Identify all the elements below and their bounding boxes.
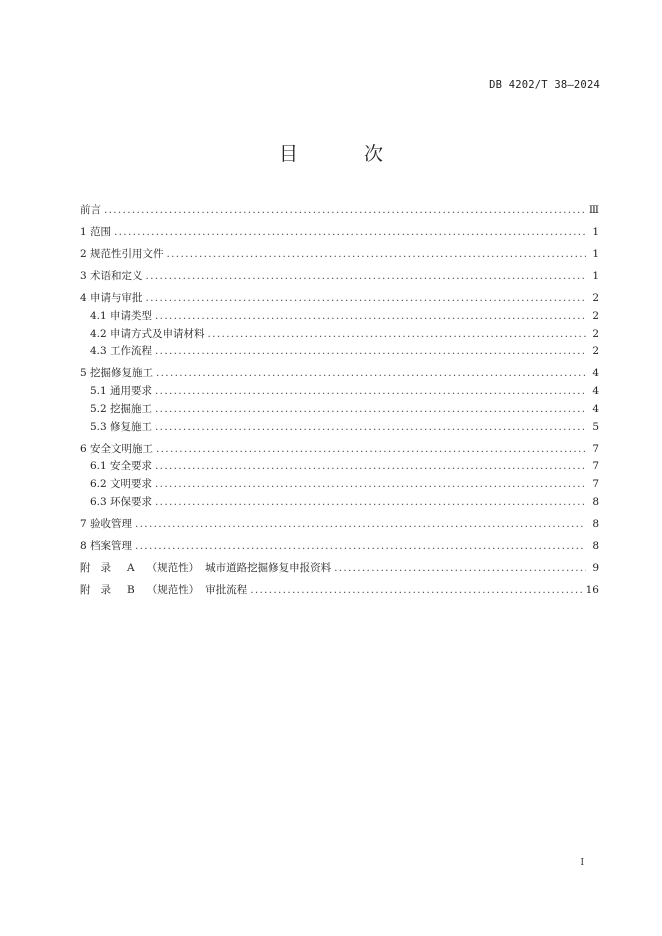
toc-entry-4-2[interactable]	[80, 326, 599, 344]
toc-entry-label: 前言	[80, 204, 101, 216]
toc-entry-8[interactable]	[80, 538, 599, 556]
toc-entry-7[interactable]	[80, 516, 599, 534]
toc-entry-page: 8	[592, 495, 599, 508]
toc-leader-dots	[155, 401, 586, 419]
toc-entry-page: 1	[592, 226, 599, 239]
page-number: I	[580, 858, 584, 868]
toc-leader-dots	[155, 383, 586, 401]
toc-entry-page: 1	[592, 270, 599, 283]
toc-entry-label: 5.3 修复施工	[90, 420, 153, 433]
toc-entry-page: 7	[592, 477, 599, 490]
toc-entry-page: 2	[592, 345, 599, 358]
toc-entry-label: 4 申请与审批	[80, 292, 143, 305]
toc-entry-page: 7	[592, 460, 599, 473]
toc-leader-dots	[114, 224, 586, 242]
toc-entry-6-3[interactable]	[80, 494, 599, 512]
toc-entry-foreword[interactable]	[80, 202, 599, 220]
standard-code: DB 4202/T 38—2024	[489, 79, 600, 91]
appendix-kind: （规范性）	[146, 583, 200, 596]
toc-entry-page: 5	[592, 420, 599, 433]
toc-entry-4-1[interactable]	[80, 308, 599, 326]
toc-leader-dots	[104, 202, 586, 220]
toc-leader-dots	[155, 308, 586, 326]
toc-entry-page: 1	[592, 248, 599, 261]
toc-entry-4[interactable]	[80, 290, 599, 308]
appendix-kind: （规范性）	[146, 561, 200, 574]
toc-entry-appendix-b[interactable]	[80, 582, 599, 600]
toc-leader-dots	[156, 441, 586, 459]
appendix-word: 附录	[80, 561, 121, 574]
toc-leader-dots	[334, 560, 586, 578]
toc-entry-label: 5 挖掘修复施工	[80, 367, 154, 380]
toc-entry-label: 3 术语和定义	[80, 270, 143, 283]
toc-leader-dots	[156, 365, 586, 383]
toc-entry-6[interactable]	[80, 441, 599, 459]
toc-entry-label: 2 规范性引用文件	[80, 248, 164, 261]
table-of-contents	[80, 202, 599, 600]
toc-leader-dots	[155, 458, 586, 476]
toc-entry-page: 2	[592, 310, 599, 322]
toc-entry-5-1[interactable]	[80, 383, 599, 401]
toc-leader-dots	[167, 246, 586, 264]
toc-entry-label: 8 档案管理	[80, 539, 133, 552]
appendix-title: 城市道路挖掘修复申报资料	[205, 561, 332, 574]
toc-entry-label: 6.2 文明要求	[90, 477, 153, 490]
toc-entry-label	[80, 582, 247, 600]
toc-entry-label: 5.2 挖掘施工	[90, 402, 153, 415]
toc-entry-5-3[interactable]	[80, 419, 599, 437]
toc-entry-page: 8	[592, 517, 599, 530]
toc-entry-label: 6 安全文明施工	[80, 442, 154, 455]
toc-entry-label: 5.1 通用要求	[90, 385, 153, 398]
toc-entry-page: 16	[585, 583, 599, 596]
toc-entry-3[interactable]	[80, 268, 599, 286]
toc-entry-page: 9	[592, 561, 599, 574]
toc-entry-page: 2	[592, 327, 599, 340]
toc-entry-4-3[interactable]	[80, 343, 599, 361]
toc-entry-5[interactable]	[80, 365, 599, 383]
toc-entry-1[interactable]	[80, 224, 599, 242]
toc-entry-label: 6.3 环保要求	[90, 495, 153, 508]
toc-leader-dots	[135, 516, 586, 534]
toc-entry-appendix-a[interactable]	[80, 560, 599, 578]
toc-entry-2[interactable]	[80, 246, 599, 264]
toc-entry-page: 4	[592, 402, 599, 415]
toc-leader-dots	[155, 476, 586, 494]
toc-leader-dots	[146, 268, 586, 286]
toc-entry-page: 8	[592, 539, 599, 552]
toc-entry-page: 7	[592, 442, 599, 455]
toc-entry-label: 4.3 工作流程	[90, 345, 153, 358]
appendix-letter: B	[127, 583, 135, 596]
toc-entry-page: Ⅲ	[588, 204, 599, 216]
toc-entry-page: 2	[592, 292, 599, 305]
toc-entry-page: 4	[592, 367, 599, 380]
toc-entry-label: 1 范围	[80, 226, 112, 239]
toc-entry-6-2[interactable]	[80, 476, 599, 494]
toc-leader-dots	[146, 290, 586, 308]
toc-entry-label	[80, 560, 331, 578]
toc-leader-dots	[155, 343, 586, 361]
toc-leader-dots	[155, 494, 586, 512]
appendix-title: 审批流程	[205, 583, 248, 596]
toc-leader-dots	[250, 582, 582, 600]
toc-entry-label: 6.1 安全要求	[90, 460, 153, 473]
toc-entry-5-2[interactable]	[80, 401, 599, 419]
toc-leader-dots	[208, 326, 586, 344]
toc-entry-label: 4.2 申请方式及申请材料	[90, 327, 205, 340]
appendix-word: 附录	[80, 583, 121, 596]
toc-entry-6-1[interactable]	[80, 458, 599, 476]
toc-leader-dots	[135, 538, 586, 556]
toc-entry-label: 4.1 申请类型	[90, 310, 153, 322]
appendix-letter: A	[127, 561, 135, 574]
page-title: 目 次	[278, 143, 414, 165]
toc-entry-page: 4	[592, 385, 599, 398]
toc-leader-dots	[155, 419, 586, 437]
toc-entry-label: 7 验收管理	[80, 517, 133, 530]
